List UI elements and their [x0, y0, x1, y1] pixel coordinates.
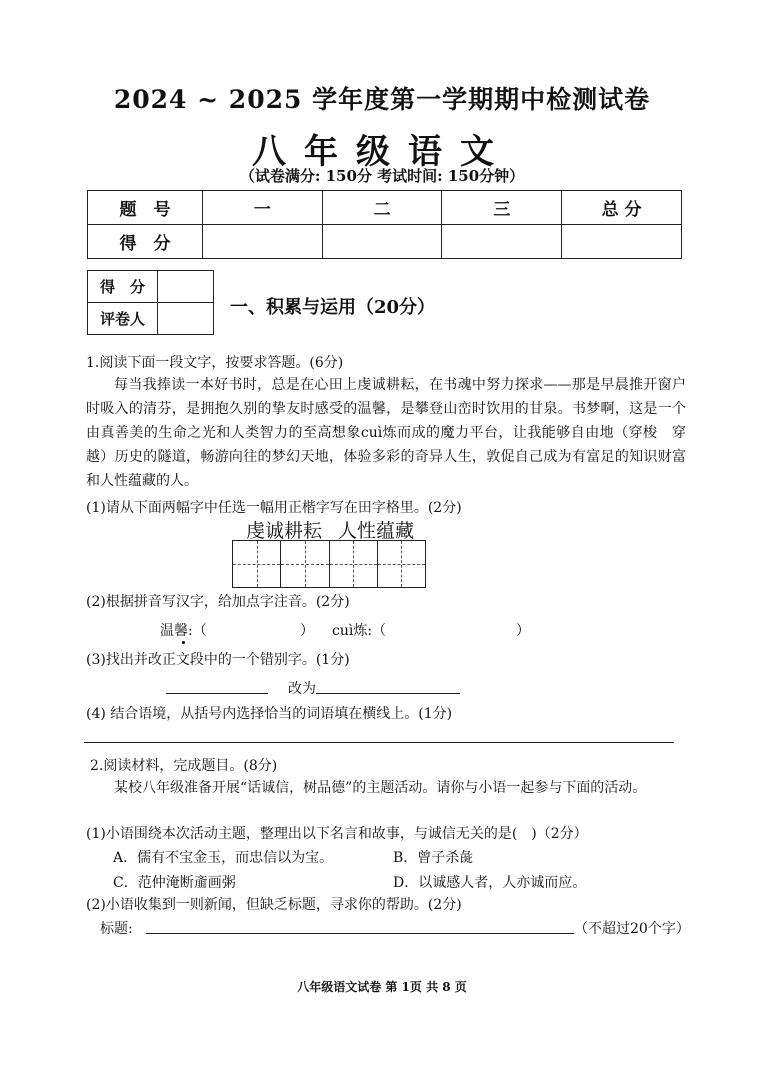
grader-name-cell[interactable]	[158, 303, 214, 335]
q1-sub3: (3)找出并改正文段中的一个错别字。(1分)	[86, 652, 350, 668]
cui-close: ）	[516, 623, 530, 639]
q1-sub4: (4) 结合语境，从括号内选择恰当的词语填在横线上。(1分)	[86, 706, 453, 722]
wrong-char-blank[interactable]	[166, 693, 268, 694]
score-table	[87, 190, 682, 259]
q1-prompt: 1.阅读下面一段文字，按要求答题。(6分)	[86, 355, 344, 371]
subject-title: 八年级语文	[252, 132, 512, 172]
news-title-label: 标题:	[100, 921, 133, 937]
q1-passage: 每当我捧读一本好书时，总是在心田上虔诚耕耘，在书魂中努力探求——那是早晨推开窗户时吸入的清芬，是拥抱久别的挚友时感受的温馨，是攀登山峦时饮用的甘泉。书梦啊，这是一个由真善美的生命之光和人类智力的至高想象cuì炼而成的魔力平台，让我能够自由地（穿梭 穿越）历史的隧道，畅游向往的梦幻天地，体验多彩的奇异人生，敦促自己成为有富足的知识财富和人性蕴藏的人。	[86, 377, 686, 489]
q1-answer-line[interactable]	[84, 742, 674, 743]
score-table-header-row	[88, 191, 682, 225]
score-label: 得 分	[88, 225, 203, 259]
calligraphy-option-1: 虔诚耕耘	[246, 520, 323, 542]
grid-cell[interactable]	[233, 541, 281, 587]
news-title-blank[interactable]	[146, 933, 574, 934]
total-score-header: 总 分	[562, 191, 682, 225]
change-label: 改为	[288, 681, 316, 697]
exam-title: 2024 ~ 2025 学年度第一学期期中检测试卷	[113, 85, 651, 114]
grid-cell[interactable]	[281, 541, 329, 587]
column-1-header: 一	[203, 191, 323, 225]
q1-sub1: (1)请从下面两幅字中任选一幅用正楷字写在田字格里。(2分)	[86, 500, 462, 516]
exam-info: （试卷满分: 150分 考试时间: 150分钟）	[239, 167, 525, 185]
score-cell-total[interactable]	[562, 225, 682, 259]
page-footer: 八年级语文试卷 第 1页 共 8 页	[297, 980, 467, 994]
section-1-title: 一、积累与运用（20分）	[230, 297, 436, 318]
column-2-header: 二	[322, 191, 442, 225]
grid-cell[interactable]	[330, 541, 378, 587]
q2-intro: 某校八年级准备开展“话诚信，树品德”的主题活动。请你与小语一起参与下面的活动。	[114, 780, 647, 796]
tianzige-grid[interactable]	[232, 540, 426, 588]
grader-score-cell[interactable]	[158, 271, 214, 303]
q2-sub2: (2)小语收集到一则新闻，但缺乏标题，寻求你的帮助。(2分)	[86, 897, 462, 913]
grader-table	[87, 270, 214, 335]
correction-blank[interactable]	[316, 693, 460, 694]
q2-sub1: (1)小语围绕本次活动主题，整理出以下名言和故事，与诚信无关的是( )（2分）	[86, 826, 588, 842]
cui-label: cuì炼:（	[332, 623, 387, 639]
q2-prompt: 2.阅读材料，完成题目。(8分)	[90, 758, 278, 774]
option-a[interactable]: A．儒有不宝金玉，而忠信以为宝。	[113, 850, 334, 866]
option-d[interactable]: D．以诚感人者，人亦诚而应。	[393, 875, 587, 891]
wenxin-label: 温馨:（	[160, 623, 207, 639]
score-cell-3[interactable]	[442, 225, 562, 259]
emphasis-dot	[182, 641, 185, 644]
news-title-hint: （不超过20个字）	[574, 921, 690, 937]
score-cell-2[interactable]	[322, 225, 442, 259]
option-c[interactable]: C．范仲淹断齑画粥	[113, 875, 236, 891]
grader-score-label: 得 分	[88, 271, 158, 303]
question-number-label: 题 号	[88, 191, 203, 225]
column-3-header: 三	[442, 191, 562, 225]
wenxin-close: ）	[300, 623, 314, 639]
calligraphy-option-2: 人性蕴藏	[338, 520, 415, 542]
q1-sub2: (2)根据拼音写汉字，给加点字注音。(2分)	[86, 594, 350, 610]
score-table-score-row	[88, 225, 682, 259]
option-b[interactable]: B．曾子杀彘	[393, 850, 474, 866]
score-cell-1[interactable]	[203, 225, 323, 259]
grader-name-label: 评卷人	[88, 303, 158, 335]
grid-cell[interactable]	[378, 541, 425, 587]
